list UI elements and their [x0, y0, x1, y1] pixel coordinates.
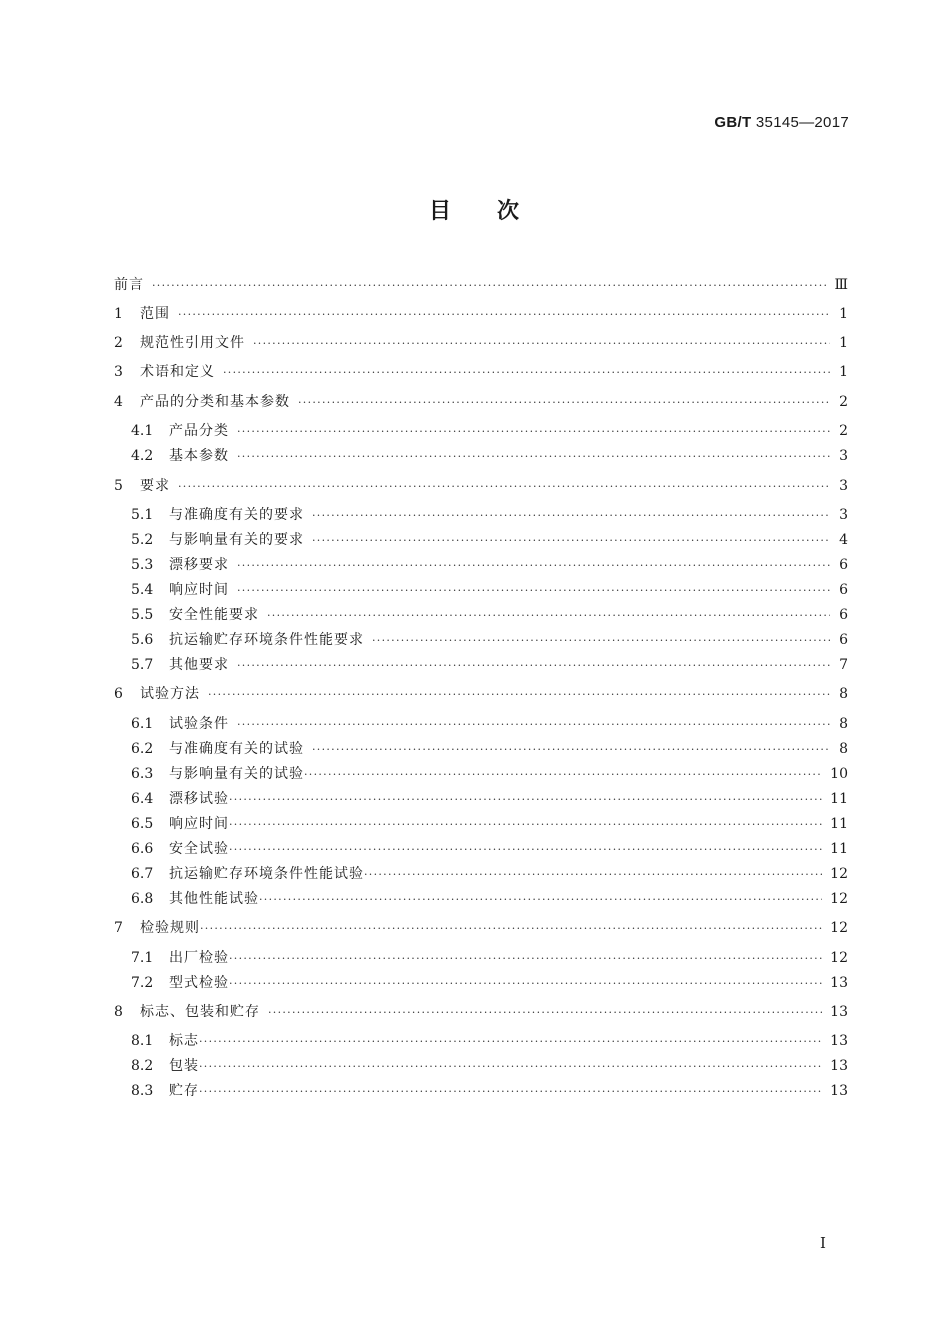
toc-entry-number: 8.3 — [131, 1083, 154, 1099]
toc-leader-dots — [229, 949, 822, 969]
toc-entry-label: 基本参数 — [169, 448, 229, 464]
toc-entry-number: 5 — [114, 478, 123, 494]
toc-entry-page: 3 — [839, 507, 848, 523]
toc-entry-page: 12 — [830, 950, 848, 966]
toc-entry-label: 抗运输贮存环境条件性能试验 — [169, 866, 364, 882]
toc-entry-page: 12 — [830, 891, 848, 907]
toc-entry-label: 要求 — [140, 478, 170, 494]
toc-entry[interactable] — [131, 889, 848, 909]
toc-entry-number: 6.7 — [131, 866, 154, 882]
toc-entry-number: 6.4 — [131, 791, 154, 807]
toc-entry-label: 抗运输贮存环境条件性能要求 — [169, 632, 364, 648]
toc-title-first: 目 — [428, 199, 453, 224]
toc-leader-dots — [298, 393, 830, 413]
toc-entry[interactable] — [131, 630, 848, 650]
toc-leader-dots — [199, 1082, 822, 1102]
toc-entry-page: 13 — [830, 1004, 848, 1020]
toc-entry-label: 其他要求 — [169, 657, 229, 673]
toc-entry-number: 6.6 — [131, 841, 154, 857]
toc-entry-label: 型式检验 — [169, 975, 229, 991]
toc-entry-number: 6.2 — [131, 741, 154, 757]
toc-entry[interactable] — [131, 605, 848, 625]
toc-entry[interactable] — [131, 446, 848, 466]
toc-entry-number: 5.6 — [131, 632, 154, 648]
toc-entry[interactable] — [131, 789, 848, 809]
toc-leader-dots — [237, 581, 830, 601]
toc-entry-label: 贮存 — [169, 1083, 199, 1099]
page-folio: I — [820, 1234, 826, 1252]
toc-leader-dots — [237, 715, 830, 735]
toc-leader-dots — [229, 815, 822, 835]
toc-entry-page: 2 — [839, 423, 848, 439]
toc-leader-dots — [237, 656, 830, 676]
toc-entry[interactable] — [131, 1081, 848, 1101]
toc-entry-page: 2 — [839, 394, 848, 410]
toc-entry-page: 13 — [830, 1083, 848, 1099]
toc-leader-dots — [200, 919, 822, 939]
toc-entry-label: 与影响量有关的要求 — [169, 532, 304, 548]
toc-entry-label: 其他性能试验 — [169, 891, 259, 907]
toc-entry-label: 前言 — [114, 277, 144, 293]
toc-entry-number: 6.3 — [131, 766, 154, 782]
toc-entry-label: 检验规则 — [140, 920, 200, 936]
toc-entry-page: 10 — [830, 766, 848, 782]
toc-entry[interactable] — [114, 333, 848, 353]
toc-entry[interactable] — [114, 304, 848, 324]
toc-entry-number: 7 — [114, 920, 123, 936]
toc-entry-label: 响应时间 — [169, 816, 229, 832]
toc-entry[interactable] — [114, 684, 848, 704]
toc-entry-page: 1 — [839, 335, 848, 351]
toc-entry-page: 7 — [839, 657, 848, 673]
toc-leader-dots — [253, 334, 830, 354]
toc-entry-label: 试验条件 — [169, 716, 229, 732]
toc-entry-label: 响应时间 — [169, 582, 229, 598]
toc-entry-label: 与准确度有关的要求 — [169, 507, 304, 523]
toc-entry-number: 5.4 — [131, 582, 154, 598]
toc-leader-dots — [229, 840, 822, 860]
toc-leader-dots — [312, 531, 830, 551]
toc-entry[interactable] — [131, 1056, 848, 1076]
toc-entry-label: 漂移试验 — [169, 791, 229, 807]
toc-entry-page: 13 — [830, 1058, 848, 1074]
toc-entry-label: 标志、包装和贮存 — [140, 1004, 260, 1020]
toc-entry-number: 5.5 — [131, 607, 154, 623]
toc-entry-number: 7.1 — [131, 950, 154, 966]
toc-leader-dots — [223, 363, 830, 383]
toc-entry-page: 13 — [830, 975, 848, 991]
toc-leader-dots — [267, 606, 830, 626]
toc-entry-page: 6 — [839, 557, 848, 573]
toc-entry-page: 8 — [839, 716, 848, 732]
toc-entry-number: 8.2 — [131, 1058, 154, 1074]
toc-entry-page: 12 — [830, 920, 848, 936]
standard-number: 35145—2017 — [755, 114, 849, 131]
toc-leader-dots — [229, 974, 822, 994]
toc-entry-number: 4.1 — [131, 423, 154, 439]
toc-entry[interactable] — [131, 973, 848, 993]
toc-entry-number: 8.1 — [131, 1033, 154, 1049]
toc-entry-number: 6.1 — [131, 716, 154, 732]
toc-entry-label: 与准确度有关的试验 — [169, 741, 304, 757]
toc-entry[interactable] — [114, 918, 848, 938]
toc-entry-page: 8 — [839, 686, 848, 702]
toc-entry-page: Ⅲ — [834, 277, 848, 293]
toc-entry-page: 3 — [839, 478, 848, 494]
toc-entry-label: 安全试验 — [169, 841, 229, 857]
toc-entry-label: 安全性能要求 — [169, 607, 259, 623]
toc-leader-dots — [199, 1057, 822, 1077]
toc-leader-dots — [229, 790, 822, 810]
toc-entry-label: 与影响量有关的试验 — [169, 766, 304, 782]
toc-entry-label: 术语和定义 — [140, 364, 215, 380]
toc-leader-dots — [178, 305, 830, 325]
toc-entry-number: 4 — [114, 394, 123, 410]
toc-entry-page: 1 — [839, 306, 848, 322]
toc-entry[interactable] — [131, 555, 848, 575]
toc-entry-label: 试验方法 — [140, 686, 200, 702]
toc-leader-dots — [372, 631, 830, 651]
toc-leader-dots — [364, 865, 822, 885]
toc-leader-dots — [199, 1032, 822, 1052]
toc-entry-page: 4 — [839, 532, 848, 548]
toc-entry-number: 7.2 — [131, 975, 154, 991]
toc-entry[interactable] — [131, 580, 848, 600]
toc-leader-dots — [152, 276, 826, 296]
toc-entry-number: 3 — [114, 364, 123, 380]
toc-entry-number: 6 — [114, 686, 123, 702]
toc-entry-page: 11 — [830, 791, 848, 807]
toc-leader-dots — [259, 890, 822, 910]
toc-entry-label: 包装 — [169, 1058, 199, 1074]
toc-entry-page: 11 — [830, 841, 848, 857]
toc-entry[interactable] — [131, 839, 848, 859]
toc-entry-number: 8 — [114, 1004, 123, 1020]
toc-leader-dots — [237, 422, 830, 442]
toc-entry[interactable] — [131, 1031, 848, 1051]
toc-title-second: 次 — [497, 199, 522, 224]
toc-entry-number: 2 — [114, 335, 123, 351]
toc-entry-page: 13 — [830, 1033, 848, 1049]
toc-entry-page: 6 — [839, 632, 848, 648]
toc-entry-number: 6.5 — [131, 816, 154, 832]
toc-entry[interactable] — [131, 948, 848, 968]
toc-entry-page: 1 — [839, 364, 848, 380]
toc-entry[interactable] — [131, 655, 848, 675]
toc-entry-number: 4.2 — [131, 448, 154, 464]
toc-entry-page: 11 — [830, 816, 848, 832]
toc-entry[interactable] — [131, 530, 848, 550]
toc-entry-label: 漂移要求 — [169, 557, 229, 573]
toc-entry[interactable] — [114, 275, 848, 295]
toc-entry-number: 5.7 — [131, 657, 154, 673]
toc-entry-number: 1 — [114, 306, 123, 322]
toc-leader-dots — [312, 740, 830, 760]
toc-entry-number: 5.1 — [131, 507, 154, 523]
toc-entry[interactable] — [131, 421, 848, 441]
toc-leader-dots — [237, 556, 830, 576]
standard-prefix: GB/T — [714, 114, 752, 131]
toc-entry[interactable] — [131, 739, 848, 759]
toc-entry[interactable] — [131, 814, 848, 834]
toc-entry-label: 产品的分类和基本参数 — [140, 394, 290, 410]
toc-entry-number: 5.3 — [131, 557, 154, 573]
toc-entry[interactable] — [131, 864, 848, 884]
toc-leader-dots — [312, 506, 830, 526]
toc-entry-page: 8 — [839, 741, 848, 757]
toc-entry-number: 5.2 — [131, 532, 154, 548]
toc-leader-dots — [237, 447, 830, 467]
toc-entry-page: 3 — [839, 448, 848, 464]
toc-entry-page: 12 — [830, 866, 848, 882]
toc-entry-page: 6 — [839, 607, 848, 623]
toc-leader-dots — [208, 685, 830, 705]
toc-entry-label: 产品分类 — [169, 423, 229, 439]
toc-entry[interactable] — [131, 505, 848, 525]
toc-leader-dots — [304, 765, 822, 785]
toc-entry[interactable] — [114, 362, 848, 382]
toc-entry[interactable] — [114, 1002, 848, 1022]
toc-leader-dots — [178, 477, 830, 497]
toc-entry-label: 规范性引用文件 — [140, 335, 245, 351]
toc-entry-label: 范围 — [140, 306, 170, 322]
toc-leader-dots — [268, 1003, 822, 1023]
toc-entry-label: 标志 — [169, 1033, 199, 1049]
toc-entry-label: 出厂检验 — [169, 950, 229, 966]
toc-entry[interactable] — [131, 764, 848, 784]
toc-entry[interactable] — [131, 714, 848, 734]
toc-entry-number: 6.8 — [131, 891, 154, 907]
toc-entry-page: 6 — [839, 582, 848, 598]
toc-entry[interactable] — [114, 476, 848, 496]
toc-entry[interactable] — [114, 392, 848, 412]
